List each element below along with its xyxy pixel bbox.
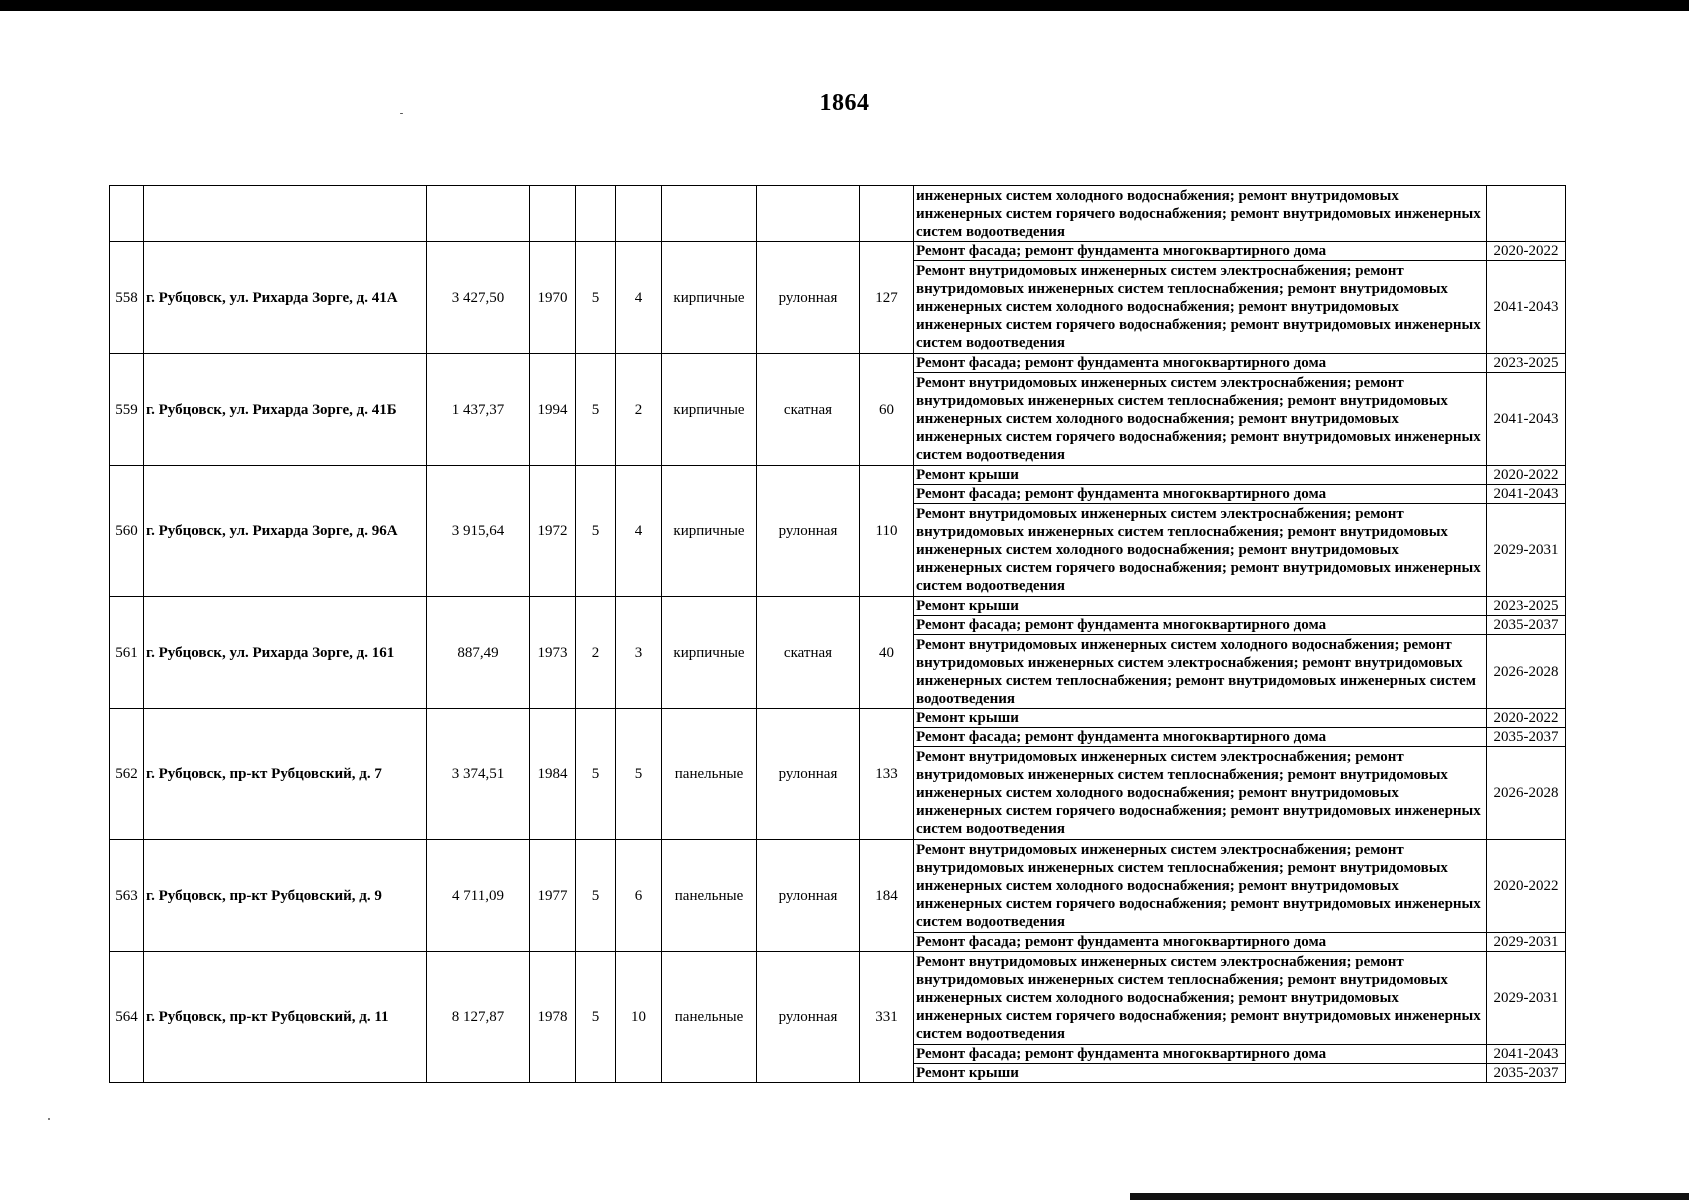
cell-entrances: 4 (616, 466, 662, 597)
page-number: 1864 (819, 90, 870, 116)
cell-floors: 5 (576, 709, 616, 840)
scan-edge-top (0, 0, 1689, 11)
cell-address: г. Рубцовск, пр-кт Рубцовский, д. 7 (144, 709, 427, 840)
cell-work: Ремонт фасада; ремонт фундамента многоквартирного дома (914, 616, 1487, 635)
cell-floors: 2 (576, 597, 616, 709)
cell-work: Ремонт фасада; ремонт фундамента многоквартирного дома (914, 485, 1487, 504)
cell-address: г. Рубцовск, пр-кт Рубцовский, д. 11 (144, 952, 427, 1083)
cell-year: 1984 (530, 709, 576, 840)
cell-roof (757, 186, 860, 242)
cell-num: 564 (110, 952, 144, 1083)
cell-walls: кирпичные (662, 242, 757, 354)
cell-area: 3 427,50 (427, 242, 530, 354)
cell-walls (662, 186, 757, 242)
cell-num (110, 186, 144, 242)
cell-work: Ремонт крыши (914, 466, 1487, 485)
cell-work: Ремонт внутридомовых инженерных систем электроснабжения; ремонт внутридомовых инженерных систем теплоснабжения; ремонт внутридомовых инженерных систем холодного водоснабжения; ремонт внутридомовых инженерных систем горячего водоснабжения; ремонт внутридомовых инженерных систем водоотведения (914, 504, 1487, 597)
cell-area: 3 915,64 (427, 466, 530, 597)
cell-year: 1978 (530, 952, 576, 1083)
cell-walls: панельные (662, 709, 757, 840)
cell-area: 4 711,09 (427, 840, 530, 952)
cell-area (427, 186, 530, 242)
cell-address (144, 186, 427, 242)
cell-work: Ремонт фасада; ремонт фундамента многоквартирного дома (914, 933, 1487, 952)
cell-period: 2041-2043 (1487, 485, 1566, 504)
cell-work: Ремонт фасада; ремонт фундамента многоквартирного дома (914, 354, 1487, 373)
cell-period: 2035-2037 (1487, 616, 1566, 635)
cell-entrances: 4 (616, 242, 662, 354)
cell-residents: 133 (860, 709, 914, 840)
cell-floors: 5 (576, 242, 616, 354)
cell-period: 2020-2022 (1487, 242, 1566, 261)
table-row (110, 597, 1566, 616)
cell-period (1487, 186, 1566, 242)
cell-area: 1 437,37 (427, 354, 530, 466)
cell-entrances: 3 (616, 597, 662, 709)
cell-floors (576, 186, 616, 242)
cell-period: 2026-2028 (1487, 747, 1566, 840)
scan-speck (48, 1118, 50, 1120)
cell-work: Ремонт крыши (914, 597, 1487, 616)
cell-work: Ремонт внутридомовых инженерных систем электроснабжения; ремонт внутридомовых инженерных систем теплоснабжения; ремонт внутридомовых инженерных систем холодного водоснабжения; ремонт внутридомовых инженерных систем горячего водоснабжения; ремонт внутридомовых инженерных систем водоотведения (914, 952, 1487, 1045)
cell-period: 2041-2043 (1487, 261, 1566, 354)
repair-schedule-table (109, 185, 1566, 1083)
table-row (110, 466, 1566, 485)
cell-address: г. Рубцовск, пр-кт Рубцовский, д. 9 (144, 840, 427, 952)
cell-year: 1977 (530, 840, 576, 952)
cell-walls: кирпичные (662, 354, 757, 466)
cell-year: 1994 (530, 354, 576, 466)
cell-period: 2023-2025 (1487, 354, 1566, 373)
cell-period: 2020-2022 (1487, 840, 1566, 933)
cell-roof: рулонная (757, 466, 860, 597)
cell-period: 2029-2031 (1487, 952, 1566, 1045)
cell-floors: 5 (576, 354, 616, 466)
cell-year: 1973 (530, 597, 576, 709)
cell-work: Ремонт фасада; ремонт фундамента многоквартирного дома (914, 728, 1487, 747)
cell-work: Ремонт крыши (914, 709, 1487, 728)
cell-address: г. Рубцовск, ул. Рихарда Зорге, д. 41А (144, 242, 427, 354)
cell-address: г. Рубцовск, ул. Рихарда Зорге, д. 41Б (144, 354, 427, 466)
cell-address: г. Рубцовск, ул. Рихарда Зорге, д. 96А (144, 466, 427, 597)
table-row (110, 952, 1566, 1045)
cell-work: Ремонт внутридомовых инженерных систем электроснабжения; ремонт внутридомовых инженерных систем теплоснабжения; ремонт внутридомовых инженерных систем холодного водоснабжения; ремонт внутридомовых инженерных систем горячего водоснабжения; ремонт внутридомовых инженерных систем водоотведения (914, 261, 1487, 354)
cell-period: 2035-2037 (1487, 728, 1566, 747)
cell-roof: скатная (757, 354, 860, 466)
cell-roof: скатная (757, 597, 860, 709)
cell-walls: панельные (662, 952, 757, 1083)
cell-residents (860, 186, 914, 242)
cell-entrances: 10 (616, 952, 662, 1083)
cell-entrances: 2 (616, 354, 662, 466)
cell-period: 2026-2028 (1487, 635, 1566, 709)
cell-entrances: 5 (616, 709, 662, 840)
cell-roof: рулонная (757, 840, 860, 952)
cell-work: Ремонт крыши (914, 1064, 1487, 1083)
cell-work: Ремонт внутридомовых инженерных систем электроснабжения; ремонт внутридомовых инженерных систем теплоснабжения; ремонт внутридомовых инженерных систем холодного водоснабжения; ремонт внутридомовых инженерных систем горячего водоснабжения; ремонт внутридомовых инженерных систем водоотведения (914, 373, 1487, 466)
cell-num: 561 (110, 597, 144, 709)
table-row (110, 709, 1566, 728)
cell-roof: рулонная (757, 709, 860, 840)
continuation-row (110, 186, 1566, 242)
cell-walls: кирпичные (662, 597, 757, 709)
cell-residents: 60 (860, 354, 914, 466)
cell-floors: 5 (576, 840, 616, 952)
cell-year: 1970 (530, 242, 576, 354)
cell-walls: кирпичные (662, 466, 757, 597)
cell-residents: 127 (860, 242, 914, 354)
cell-work: Ремонт внутридомовых инженерных систем электроснабжения; ремонт внутридомовых инженерных систем теплоснабжения; ремонт внутридомовых инженерных систем холодного водоснабжения; ремонт внутридомовых инженерных систем горячего водоснабжения; ремонт внутридомовых инженерных систем водоотведения (914, 747, 1487, 840)
cell-period: 2023-2025 (1487, 597, 1566, 616)
cell-work: инженерных систем холодного водоснабжения; ремонт внутридомовых инженерных систем горячего водоснабжения; ремонт внутридомовых инженерных систем водоотведения (914, 186, 1487, 242)
cell-period: 2041-2043 (1487, 373, 1566, 466)
cell-num: 560 (110, 466, 144, 597)
cell-num: 563 (110, 840, 144, 952)
cell-residents: 40 (860, 597, 914, 709)
cell-period: 2020-2022 (1487, 466, 1566, 485)
table-body (110, 186, 1566, 1083)
table-row (110, 242, 1566, 261)
cell-year (530, 186, 576, 242)
cell-area: 887,49 (427, 597, 530, 709)
table-row (110, 840, 1566, 933)
table-row (110, 354, 1566, 373)
cell-area: 8 127,87 (427, 952, 530, 1083)
cell-residents: 110 (860, 466, 914, 597)
cell-entrances (616, 186, 662, 242)
cell-period: 2041-2043 (1487, 1045, 1566, 1064)
cell-entrances: 6 (616, 840, 662, 952)
cell-residents: 184 (860, 840, 914, 952)
cell-roof: рулонная (757, 242, 860, 354)
cell-work: Ремонт внутридомовых инженерных систем электроснабжения; ремонт внутридомовых инженерных систем теплоснабжения; ремонт внутридомовых инженерных систем холодного водоснабжения; ремонт внутридомовых инженерных систем горячего водоснабжения; ремонт внутридомовых инженерных систем водоотведения (914, 840, 1487, 933)
cell-year: 1972 (530, 466, 576, 597)
cell-num: 562 (110, 709, 144, 840)
cell-roof: рулонная (757, 952, 860, 1083)
cell-address: г. Рубцовск, ул. Рихарда Зорге, д. 161 (144, 597, 427, 709)
cell-work: Ремонт фасада; ремонт фундамента многоквартирного дома (914, 242, 1487, 261)
cell-num: 559 (110, 354, 144, 466)
cell-period: 2029-2031 (1487, 933, 1566, 952)
scan-edge-bottom (1130, 1193, 1689, 1200)
cell-area: 3 374,51 (427, 709, 530, 840)
cell-work: Ремонт внутридомовых инженерных систем холодного водоснабжения; ремонт внутридомовых инженерных систем электроснабжения; ремонт внутридомовых инженерных систем теплоснабжения; ремонт внутридомовых инженерных систем водоотведения (914, 635, 1487, 709)
cell-num: 558 (110, 242, 144, 354)
cell-period: 2020-2022 (1487, 709, 1566, 728)
cell-period: 2029-2031 (1487, 504, 1566, 597)
cell-work: Ремонт фасада; ремонт фундамента многоквартирного дома (914, 1045, 1487, 1064)
cell-residents: 331 (860, 952, 914, 1083)
cell-period: 2035-2037 (1487, 1064, 1566, 1083)
cell-walls: панельные (662, 840, 757, 952)
cell-floors: 5 (576, 466, 616, 597)
cell-floors: 5 (576, 952, 616, 1083)
